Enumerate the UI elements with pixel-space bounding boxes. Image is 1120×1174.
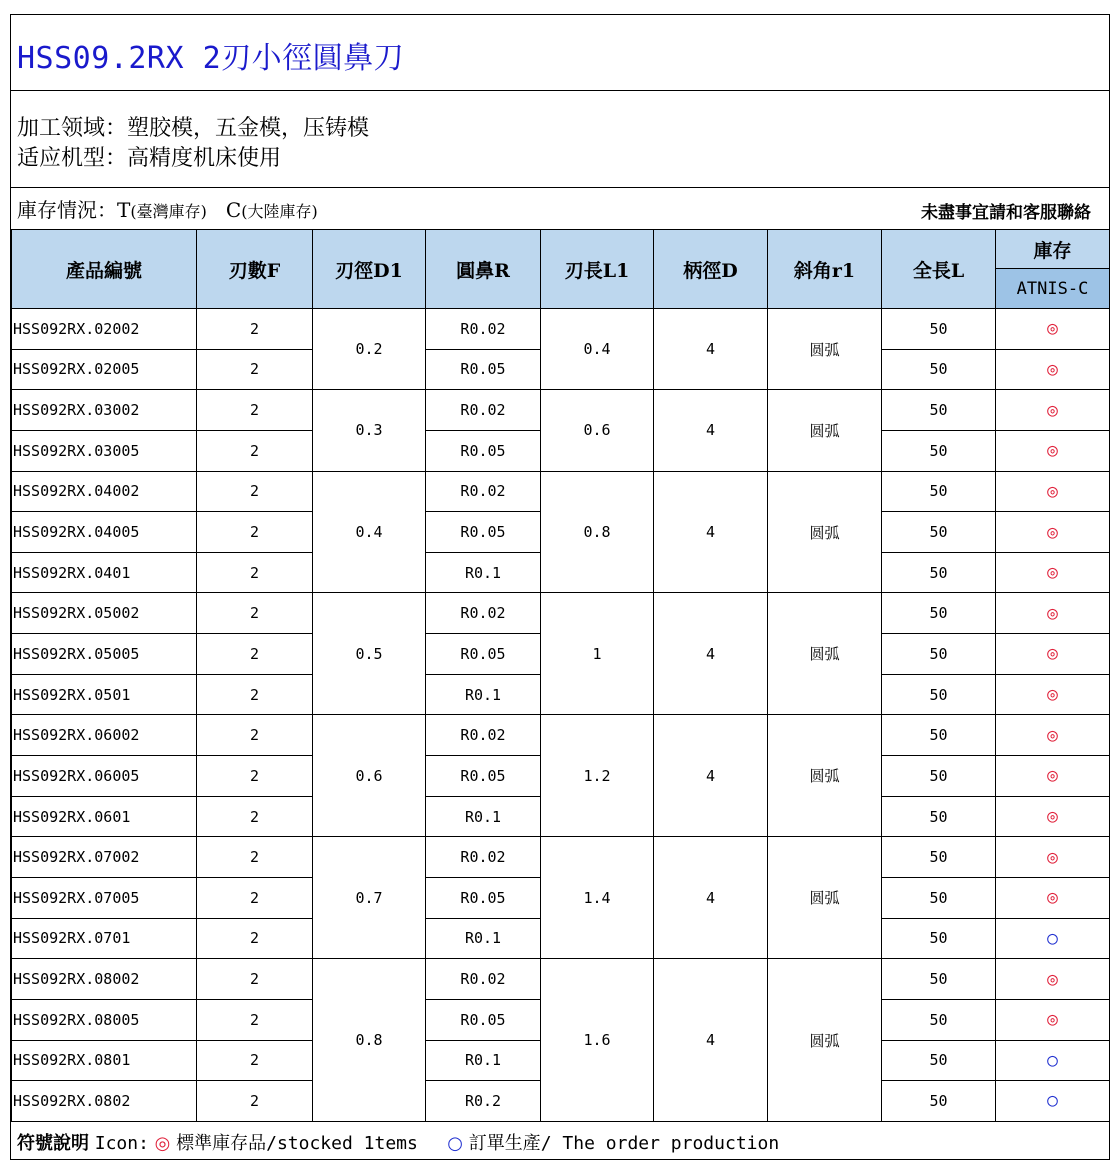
product-code-cell: HSS092RX.08005 [12, 999, 197, 1040]
taiwan-stock-desc: (臺灣庫存) [130, 202, 207, 221]
product-code-cell: HSS092RX.0601 [12, 796, 197, 837]
order-production-icon: ○ [996, 1040, 1110, 1081]
stock-status-label: 庫存情況： [17, 198, 117, 222]
table-row [12, 593, 1110, 634]
radius-cell: R0.05 [426, 349, 541, 390]
overall-length-cell: 50 [882, 309, 996, 350]
header-length: 刃長L1 [541, 230, 654, 309]
stocked-item-icon: ◎ [996, 349, 1110, 390]
overall-length-cell: 50 [882, 430, 996, 471]
title-row [11, 15, 1109, 91]
stocked-item-icon: ◎ [996, 634, 1110, 675]
product-code-cell: HSS092RX.07005 [12, 877, 197, 918]
header-shank: 柄徑D [654, 230, 768, 309]
radius-cell: R0.02 [426, 959, 541, 1000]
overall-length-cell: 50 [882, 593, 996, 634]
flutes-cell: 2 [197, 309, 313, 350]
chamfer-cell: 圆弧 [768, 837, 882, 959]
length-cell: 0.8 [541, 471, 654, 593]
stocked-item-icon: ◎ [996, 512, 1110, 553]
header-overall-length: 全長L [882, 230, 996, 309]
stocked-item-icon: ◎ [996, 959, 1110, 1000]
china-stock-code: C [225, 198, 242, 222]
length-cell: 1.6 [541, 959, 654, 1122]
application-field: 加工领域：塑胶模，五金模，压铸模 [17, 116, 370, 141]
stocked-item-icon: ◎ [996, 756, 1110, 797]
length-cell: 1.4 [541, 837, 654, 959]
radius-cell: R0.1 [426, 918, 541, 959]
stock-status-row [11, 188, 1109, 229]
length-cell: 1.2 [541, 715, 654, 837]
product-sheet [10, 14, 1110, 1160]
table-row [12, 715, 1110, 756]
diameter-cell: 0.2 [313, 309, 426, 390]
header-chamfer: 斜角r1 [768, 230, 882, 309]
radius-cell: R0.02 [426, 471, 541, 512]
stocked-item-icon: ◎ [996, 796, 1110, 837]
product-code-cell: HSS092RX.0701 [12, 918, 197, 959]
product-code-cell: HSS092RX.05005 [12, 634, 197, 675]
radius-cell: R0.05 [426, 430, 541, 471]
overall-length-cell: 50 [882, 471, 996, 512]
overall-length-cell: 50 [882, 715, 996, 756]
chamfer-cell: 圆弧 [768, 959, 882, 1122]
radius-cell: R0.05 [426, 999, 541, 1040]
shank-cell: 4 [654, 309, 768, 390]
overall-length-cell: 50 [882, 512, 996, 553]
legend-icon-label: Icon: [94, 1133, 149, 1154]
flutes-cell: 2 [197, 430, 313, 471]
overall-length-cell: 50 [882, 349, 996, 390]
flutes-cell: 2 [197, 1040, 313, 1081]
product-code-cell: HSS092RX.07002 [12, 837, 197, 878]
table-row [12, 309, 1110, 350]
radius-cell: R0.1 [426, 674, 541, 715]
diameter-cell: 0.7 [313, 837, 426, 959]
stocked-item-icon: ◎ [996, 309, 1110, 350]
stocked-item-icon: ◎ [996, 837, 1110, 878]
radius-cell: R0.2 [426, 1081, 541, 1122]
flutes-cell: 2 [197, 512, 313, 553]
stocked-item-icon: ◎ [996, 593, 1110, 634]
overall-length-cell: 50 [882, 1040, 996, 1081]
flutes-cell: 2 [197, 593, 313, 634]
flutes-cell: 2 [197, 349, 313, 390]
stocked-item-icon: ◎ [996, 471, 1110, 512]
overall-length-cell: 50 [882, 634, 996, 675]
flutes-cell: 2 [197, 756, 313, 797]
radius-cell: R0.1 [426, 552, 541, 593]
order-legend-text: 訂單生產/ The order production [468, 1133, 780, 1154]
stocked-item-icon: ◎ [996, 430, 1110, 471]
product-code-cell: HSS092RX.02002 [12, 309, 197, 350]
radius-cell: R0.1 [426, 796, 541, 837]
diameter-cell: 0.5 [313, 593, 426, 715]
radius-cell: R0.02 [426, 390, 541, 431]
shank-cell: 4 [654, 471, 768, 593]
table-row [12, 837, 1110, 878]
flutes-cell: 2 [197, 634, 313, 675]
overall-length-cell: 50 [882, 999, 996, 1040]
product-code-cell: HSS092RX.06002 [12, 715, 197, 756]
radius-cell: R0.02 [426, 593, 541, 634]
stocked-item-icon: ◎ [996, 390, 1110, 431]
table-body [12, 309, 1110, 1122]
header-stock-sub: ATNIS-C [996, 269, 1110, 309]
product-code-cell: HSS092RX.06005 [12, 756, 197, 797]
stocked-item-icon: ◎ [996, 674, 1110, 715]
product-code-cell: HSS092RX.0802 [12, 1081, 197, 1122]
legend-label: 符號說明 [17, 1133, 89, 1154]
overall-length-cell: 50 [882, 796, 996, 837]
table-row [12, 390, 1110, 431]
stocked-legend-text: 標準庫存品/stocked 1tems [176, 1133, 418, 1154]
order-icon: ○ [447, 1133, 464, 1154]
shank-cell: 4 [654, 959, 768, 1122]
flutes-cell: 2 [197, 796, 313, 837]
flutes-cell: 2 [197, 918, 313, 959]
flutes-cell: 2 [197, 390, 313, 431]
radius-cell: R0.02 [426, 309, 541, 350]
radius-cell: R0.02 [426, 715, 541, 756]
stock-status [17, 194, 318, 223]
diameter-cell: 0.6 [313, 715, 426, 837]
chamfer-cell: 圆弧 [768, 715, 882, 837]
product-code-cell: HSS092RX.0801 [12, 1040, 197, 1081]
radius-cell: R0.05 [426, 877, 541, 918]
order-production-icon: ○ [996, 1081, 1110, 1122]
radius-cell: R0.1 [426, 1040, 541, 1081]
product-code-cell: HSS092RX.0501 [12, 674, 197, 715]
flutes-cell: 2 [197, 999, 313, 1040]
flutes-cell: 2 [197, 471, 313, 512]
legend [17, 1129, 779, 1155]
header-flutes: 刃數F [197, 230, 313, 309]
overall-length-cell: 50 [882, 674, 996, 715]
product-code-cell: HSS092RX.08002 [12, 959, 197, 1000]
machine-type: 适应机型：高精度机床使用 [17, 146, 282, 171]
shank-cell: 4 [654, 837, 768, 959]
product-code-cell: HSS092RX.0401 [12, 552, 197, 593]
overall-length-cell: 50 [882, 959, 996, 1000]
table-row [12, 471, 1110, 512]
china-stock-desc: (大陸庫存) [241, 202, 318, 221]
flutes-cell: 2 [197, 959, 313, 1000]
header-code: 產品編號 [12, 230, 197, 309]
flutes-cell: 2 [197, 715, 313, 756]
header-diameter: 刃徑D1 [313, 230, 426, 309]
diameter-cell: 0.4 [313, 471, 426, 593]
order-production-icon: ○ [996, 918, 1110, 959]
length-cell: 0.6 [541, 390, 654, 471]
product-table [11, 229, 1110, 1122]
chamfer-cell: 圆弧 [768, 390, 882, 471]
header-stock: 庫存 [996, 230, 1110, 269]
flutes-cell: 2 [197, 1081, 313, 1122]
flutes-cell: 2 [197, 552, 313, 593]
info-section [11, 91, 1109, 188]
shank-cell: 4 [654, 593, 768, 715]
flutes-cell: 2 [197, 674, 313, 715]
product-code-cell: HSS092RX.02005 [12, 349, 197, 390]
taiwan-stock-code: T [117, 198, 131, 222]
overall-length-cell: 50 [882, 918, 996, 959]
radius-cell: R0.05 [426, 512, 541, 553]
chamfer-cell: 圆弧 [768, 471, 882, 593]
overall-length-cell: 50 [882, 756, 996, 797]
overall-length-cell: 50 [882, 1081, 996, 1122]
overall-length-cell: 50 [882, 877, 996, 918]
chamfer-cell: 圆弧 [768, 593, 882, 715]
product-code-cell: HSS092RX.04005 [12, 512, 197, 553]
diameter-cell: 0.8 [313, 959, 426, 1122]
radius-cell: R0.05 [426, 756, 541, 797]
diameter-cell: 0.3 [313, 390, 426, 471]
product-code-cell: HSS092RX.03005 [12, 430, 197, 471]
radius-cell: R0.02 [426, 837, 541, 878]
product-code-cell: HSS092RX.04002 [12, 471, 197, 512]
length-cell: 1 [541, 593, 654, 715]
product-code-cell: HSS092RX.05002 [12, 593, 197, 634]
stocked-item-icon: ◎ [996, 552, 1110, 593]
stocked-item-icon: ◎ [996, 877, 1110, 918]
shank-cell: 4 [654, 715, 768, 837]
stocked-icon: ◎ [154, 1133, 171, 1154]
overall-length-cell: 50 [882, 552, 996, 593]
stocked-item-icon: ◎ [996, 999, 1110, 1040]
contact-note: 未盡事宜請和客服聯絡 [921, 203, 1091, 223]
length-cell: 0.4 [541, 309, 654, 390]
flutes-cell: 2 [197, 837, 313, 878]
flutes-cell: 2 [197, 877, 313, 918]
product-code-cell: HSS092RX.03002 [12, 390, 197, 431]
legend-row [11, 1122, 1109, 1159]
shank-cell: 4 [654, 390, 768, 471]
overall-length-cell: 50 [882, 837, 996, 878]
header-radius: 圓鼻R [426, 230, 541, 309]
page-title: HSS09.2RX 2刃小徑圓鼻刀 [17, 41, 405, 76]
stocked-item-icon: ◎ [996, 715, 1110, 756]
table-row [12, 959, 1110, 1000]
chamfer-cell: 圆弧 [768, 309, 882, 390]
overall-length-cell: 50 [882, 390, 996, 431]
radius-cell: R0.05 [426, 634, 541, 675]
